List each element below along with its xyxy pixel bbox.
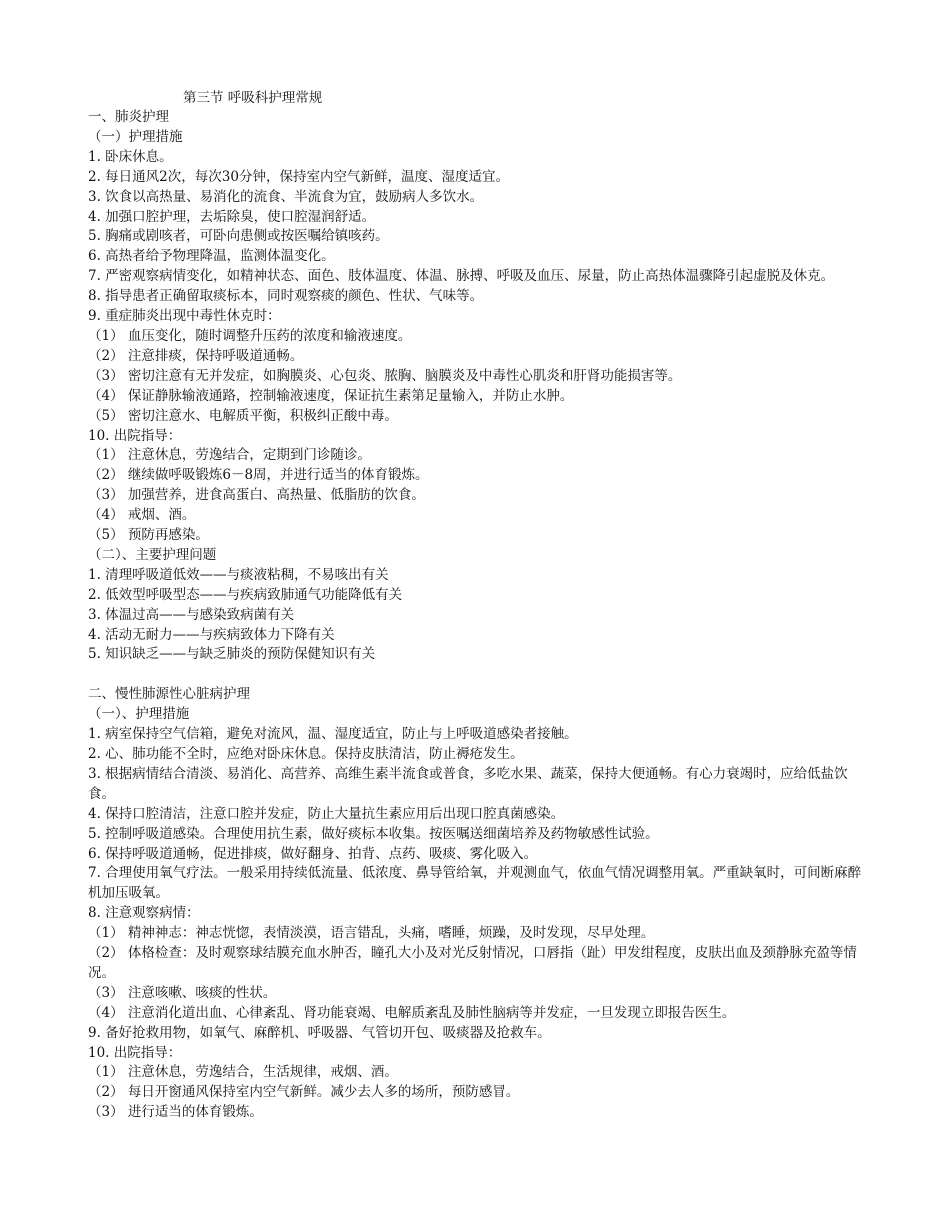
text-line: 1. 病室保持空气信箱，避免对流风，温、湿度适宜，防止与上呼吸道感染者接触。	[88, 726, 578, 743]
text-line: （1） 精神神志：神志恍惚，表情淡漠，语言错乱，头痛，嗜睡，烦躁，及时发现，尽早处理。	[88, 925, 655, 942]
text-line: （4） 保证静脉输液通路，控制输液速度，保证抗生素第足量输入，并防止水肿。	[88, 387, 574, 404]
text-line: 4. 保持口腔清洁，注意口腔并发症，防止大量抗生素应用后出现口腔真菌感染。	[88, 805, 565, 822]
text-line: （2） 每日开窗通风保持室内空气新鲜。减少去人多的场所，预防感冒。	[88, 1084, 520, 1101]
text-line: （4） 注意消化道出血、心律紊乱、肾功能衰竭、电解质紊乱及肺性脑病等并发症，一旦发现立即报告医生。	[88, 1004, 736, 1021]
text-line: （5） 预防再感染。	[88, 527, 209, 544]
document-body	[88, 108, 868, 1123]
text-line: 4. 活动无耐力——与疾病致体力下降有关	[88, 626, 335, 643]
text-line: （2） 继续做呼吸锻炼6－8周，并进行适当的体育锻炼。	[88, 467, 429, 484]
text-line: 9. 备好抢救用物，如氧气、麻醉机、呼吸器、气管切开包、吸痰器及抢救车。	[88, 1024, 551, 1041]
text-line: （一）、护理措施	[88, 706, 190, 723]
text-line: 5. 控制呼吸道感染。合理使用抗生素，做好痰标本收集。按医嘱送细菌培养及药物敏感性试验。	[88, 825, 659, 842]
text-line: （1） 注意休息，劳逸结合，定期到门诊随诊。	[88, 447, 371, 464]
text-line: 3. 体温过高——与感染致病菌有关	[88, 606, 295, 623]
text-line: （二）、主要护理问题	[88, 546, 217, 563]
text-line: 5. 知识缺乏——与缺乏肺炎的预防保健知识有关	[88, 646, 376, 663]
text-line: （4） 戒烟、酒。	[88, 507, 196, 524]
text-line: 1. 清理呼吸道低效——与痰液粘稠，不易咳出有关	[88, 566, 389, 583]
text-line: 3. 根据病情结合清淡、易消化、高营养、高维生素半流食或普食，多吃水果、蔬菜，保持大便通畅。有心力衰竭时，应给低盐饮食。	[88, 765, 848, 802]
text-line: （5） 密切注意水、电解质平衡，积极纠正酸中毒。	[88, 407, 398, 424]
text-line: （2） 体格检查：及时观察球结膜充血水肿否，瞳孔大小及对光反射情况，口唇指（趾）甲发绀程度，皮肤出血及颈静脉充盈等情况。	[88, 945, 857, 981]
text-line: 3. 饮食以高热量、易消化的流食、半流食为宜，鼓励病人多饮水。	[88, 188, 484, 205]
text-line: 10. 出院指导：	[88, 427, 182, 444]
text-line: 7. 合理使用氧气疗法。一般采用持续低流量、低浓度、鼻导管给氧，并观测血气，依血气情况调整用氧。严重缺氧时，可间断麻醉机加压吸氧。	[88, 865, 862, 902]
blank-line	[88, 665, 868, 685]
text-line: 2. 每日通风2次，每次30分钟，保持室内空气新鲜，温度、湿度适宜。	[88, 168, 509, 185]
text-line: （3） 密切注意有无并发症，如胸膜炎、心包炎、脓胸、脑膜炎及中毒性心肌炎和肝肾功能损害等。	[88, 367, 682, 384]
page-title: 第三节 呼吸科护理常规	[183, 90, 323, 106]
text-line: 2. 低效型呼吸型态——与疾病致肺通气功能降低有关	[88, 586, 403, 603]
text-line: 二、慢性肺源性心脏病护理	[88, 686, 250, 703]
text-line: 7. 严密观察病情变化，如精神状态、面色、肢体温度、体温、脉搏、呼吸及血压、尿量，防止高热体温骤降引起虚脱及休克。	[88, 268, 835, 285]
text-line: （一）护理措施	[88, 128, 183, 145]
text-line: 6. 保持呼吸道通畅，促进排痰，做好翻身、拍背、点药、吸痰、雾化吸入。	[88, 845, 538, 862]
text-line: （1） 注意休息，劳逸结合，生活规律，戒烟、酒。	[88, 1064, 398, 1081]
text-line: 1. 卧床休息。	[88, 148, 173, 165]
text-line: 一、肺炎护理	[88, 109, 169, 125]
text-line: 10. 出院指导：	[88, 1044, 182, 1061]
text-line: 8. 指导患者正确留取痰标本，同时观察痰的颜色、性状、气味等。	[88, 288, 484, 305]
text-line: （2） 注意排痰，保持呼吸道通畅。	[88, 347, 304, 364]
text-line: （3） 注意咳嗽、咳痰的性状。	[88, 984, 277, 1001]
text-line: 5. 胸痛或剧咳者，可卧向患侧或按医嘱给镇咳药。	[88, 228, 389, 245]
text-line: （3） 加强营养，进食高蛋白、高热量、低脂肪的饮食。	[88, 487, 425, 504]
text-line: 8. 注意观察病情：	[88, 905, 200, 922]
text-line: 9. 重症肺炎出现中毒性休克时：	[88, 308, 281, 325]
text-line: 6. 高热者给予物理降温，监测体温变化。	[88, 248, 335, 265]
text-line: （3） 进行适当的体育锻炼。	[88, 1104, 263, 1121]
text-line: 2. 心、肺功能不全时，应绝对卧床休息。保持皮肤清洁，防止褥疮发生。	[88, 745, 524, 762]
text-line: （1） 血压变化，随时调整升压药的浓度和输液速度。	[88, 327, 412, 344]
text-line: 4. 加强口腔护理，去垢除臭，使口腔湿润舒适。	[88, 208, 376, 225]
